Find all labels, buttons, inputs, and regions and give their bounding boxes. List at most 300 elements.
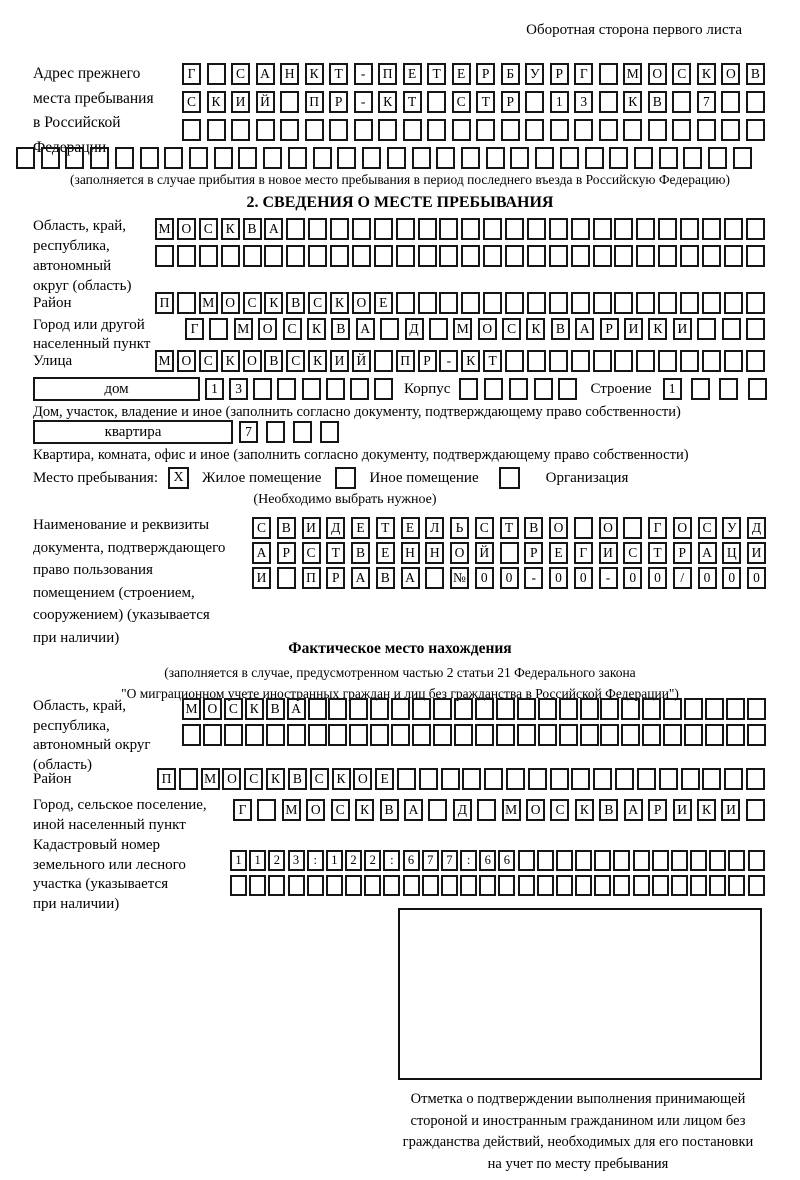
form-cell [609, 147, 628, 169]
form-cell [571, 768, 590, 790]
form-cell [439, 292, 458, 314]
form-cell [221, 245, 240, 267]
form-cell: А [351, 567, 370, 589]
form-cell: С [199, 218, 218, 240]
form-cell [691, 378, 710, 400]
form-cell [506, 768, 525, 790]
form-cell [243, 245, 262, 267]
form-cell: О [599, 517, 618, 539]
form-cell: Т [483, 350, 502, 372]
form-cell: И [231, 91, 250, 113]
form-cell: К [697, 799, 716, 821]
apartment-number-cells [239, 421, 339, 443]
form-cell [224, 724, 243, 746]
form-cell: М [155, 350, 174, 372]
form-cell: К [355, 799, 374, 821]
form-cell: К [378, 91, 397, 113]
form-cell [245, 724, 264, 746]
house-note: Дом, участок, владение и иное (заполнить согласно документу, подтверждающему право собственности) [33, 404, 681, 420]
form-cell: С [224, 698, 243, 720]
form-cell [556, 875, 573, 896]
form-cell [614, 292, 633, 314]
form-cell [680, 292, 699, 314]
actual-region-label [33, 697, 151, 775]
prev-address-note: (заполняется в случае прибытия в новое место пребывания в период последнего въезда в Российскую Федерацию) [69, 172, 731, 187]
form-cell: О [721, 63, 740, 85]
form-cell: Г [182, 63, 201, 85]
label-line: Город, сельское поселение, [33, 797, 207, 813]
form-cell: 0 [648, 567, 667, 589]
form-cell [636, 292, 655, 314]
form-cell [326, 378, 345, 400]
form-cell [599, 63, 618, 85]
form-cell [535, 147, 554, 169]
form-cell [637, 768, 656, 790]
form-cell [320, 421, 339, 443]
label-line: (заполняется в случае, предусмотренном частью 2 статьи 21 Федерального закона [164, 665, 636, 680]
form-cell: О [306, 799, 325, 821]
label-line: на учет по месту пребывания [487, 1155, 669, 1172]
form-cell: К [575, 799, 594, 821]
form-cell [697, 318, 716, 340]
house-row [33, 377, 767, 401]
form-cell [594, 850, 611, 871]
form-cell [462, 768, 481, 790]
form-cell: В [286, 292, 305, 314]
form-cell [286, 245, 305, 267]
form-cell [433, 724, 452, 746]
form-cell: Т [427, 63, 446, 85]
form-cell [396, 245, 415, 267]
street-label: Улица [33, 353, 73, 369]
form-cell [613, 850, 630, 871]
form-cell [527, 218, 546, 240]
form-cell [525, 119, 544, 141]
form-cell [115, 147, 134, 169]
actual-city-row [233, 799, 765, 821]
form-cell [613, 875, 630, 896]
form-cell: И [330, 350, 349, 372]
label-line: республика, [33, 238, 110, 254]
form-cell [268, 875, 285, 896]
form-cell: 7 [239, 421, 258, 443]
form-cell: А [287, 698, 306, 720]
form-cell: 1 [230, 850, 247, 871]
cadastral-row-2 [230, 875, 765, 896]
form-cell [177, 292, 196, 314]
label-line: иной населенный пункт [33, 816, 186, 833]
form-cell: Е [374, 292, 393, 314]
form-cell [748, 850, 765, 871]
form-cell: С [182, 91, 201, 113]
form-cell: С [331, 799, 350, 821]
form-cell: 6 [479, 850, 496, 871]
form-cell: С [310, 768, 329, 790]
form-cell [155, 245, 174, 267]
form-cell: К [648, 318, 667, 340]
form-cell: В [376, 567, 395, 589]
form-cell [328, 698, 347, 720]
form-cell: М [199, 292, 218, 314]
label-line: помещением (строением, [33, 584, 195, 601]
form-cell: В [266, 698, 285, 720]
form-cell: И [673, 799, 692, 821]
form-cell [418, 245, 437, 267]
prev-address-row-1 [182, 63, 765, 85]
form-cell [708, 147, 727, 169]
form-cell [418, 292, 437, 314]
form-cell [352, 218, 371, 240]
korpus-cells [459, 378, 577, 400]
form-cell [164, 147, 183, 169]
form-cell [308, 245, 327, 267]
form-cell [207, 63, 226, 85]
form-cell [614, 245, 633, 267]
form-cell [517, 724, 536, 746]
form-cell [748, 378, 767, 400]
form-cell: Н [401, 542, 420, 564]
form-cell [728, 850, 745, 871]
form-cell [549, 292, 568, 314]
label-line: Город или другой [33, 317, 145, 333]
form-cell [571, 292, 590, 314]
form-cell: Е [403, 63, 422, 85]
form-cell [719, 378, 738, 400]
form-cell: А [624, 799, 643, 821]
form-cell [728, 875, 745, 896]
checkbox-other-premises [335, 467, 356, 489]
form-cell [16, 147, 35, 169]
form-cell: 0 [722, 567, 741, 589]
form-cell: 1 [550, 91, 569, 113]
form-cell: И [747, 542, 766, 564]
form-cell [364, 875, 381, 896]
form-cell: 3 [574, 91, 593, 113]
form-cell [436, 147, 455, 169]
form-cell: 7 [697, 91, 716, 113]
form-cell: № [450, 567, 469, 589]
form-cell: О [352, 292, 371, 314]
form-cell [580, 698, 599, 720]
city-label [33, 316, 150, 354]
form-cell [264, 245, 283, 267]
form-cell [370, 698, 389, 720]
form-cell [477, 799, 496, 821]
form-cell [642, 724, 661, 746]
form-cell: П [157, 768, 176, 790]
form-cell [328, 724, 347, 746]
form-cell: К [266, 768, 285, 790]
form-cell [354, 119, 373, 141]
form-cell: О [478, 318, 497, 340]
form-cell [518, 850, 535, 871]
form-cell: А [401, 567, 420, 589]
form-cell [559, 698, 578, 720]
form-cell [257, 799, 276, 821]
form-cell [419, 768, 438, 790]
document-label [33, 514, 258, 649]
form-cell: С [199, 350, 218, 372]
form-cell [486, 147, 505, 169]
form-cell [636, 218, 655, 240]
form-cell [549, 350, 568, 372]
label-line: автономный округ [33, 737, 151, 753]
form-cell: Й [475, 542, 494, 564]
form-cell [658, 292, 677, 314]
form-cell [697, 119, 716, 141]
form-cell [90, 147, 109, 169]
form-cell [182, 119, 201, 141]
form-cell [517, 698, 536, 720]
form-cell: К [221, 350, 240, 372]
form-cell: М [155, 218, 174, 240]
form-cell: В [331, 318, 350, 340]
form-cell: А [356, 318, 375, 340]
form-cell [659, 768, 678, 790]
form-cell [496, 698, 515, 720]
form-cell [537, 875, 554, 896]
label-line: Федерации [33, 138, 107, 156]
form-cell [599, 119, 618, 141]
form-cell [600, 724, 619, 746]
form-cell: О [222, 768, 241, 790]
form-cell [652, 850, 669, 871]
checkbox-organization [499, 467, 520, 489]
form-cell: А [252, 542, 271, 564]
organization-label: Организация [545, 469, 629, 486]
form-cell [505, 292, 524, 314]
form-cell [721, 119, 740, 141]
form-cell: К [623, 91, 642, 113]
form-cell [403, 119, 422, 141]
form-cell: С [672, 63, 691, 85]
form-cell: С [308, 292, 327, 314]
form-cell [484, 378, 503, 400]
form-cell: М [502, 799, 521, 821]
form-cell [329, 119, 348, 141]
form-cell [593, 768, 612, 790]
label-line: округ (область) [33, 278, 132, 294]
form-cell [559, 724, 578, 746]
form-cell [571, 218, 590, 240]
label-line: Область, край, [33, 218, 127, 234]
form-cell [575, 850, 592, 871]
form-cell: Т [326, 542, 345, 564]
form-cell [746, 318, 765, 340]
form-cell [505, 245, 524, 267]
form-cell [724, 292, 743, 314]
form-cell: Е [549, 542, 568, 564]
form-cell [459, 378, 478, 400]
form-cell: С [244, 768, 263, 790]
form-cell [549, 218, 568, 240]
form-cell: С [698, 517, 717, 539]
form-cell: К [264, 292, 283, 314]
form-cell: Г [574, 63, 593, 85]
form-cell: О [648, 63, 667, 85]
form-cell [681, 768, 700, 790]
form-cell [288, 147, 307, 169]
form-cell: : [460, 850, 477, 871]
form-cell: У [525, 63, 544, 85]
form-cell [518, 875, 535, 896]
label-line: стороной и иностранным гражданином или лицом без [410, 1112, 746, 1129]
form-cell [501, 119, 520, 141]
form-cell [253, 378, 272, 400]
form-cell: 3 [288, 850, 305, 871]
form-cell [684, 698, 703, 720]
form-cell [538, 724, 557, 746]
form-cell: Л [425, 517, 444, 539]
korpus-label: Корпус [404, 380, 451, 397]
form-cell: М [234, 318, 253, 340]
form-cell: Д [405, 318, 424, 340]
prev-address-row-2 [182, 91, 765, 113]
form-cell [41, 147, 60, 169]
form-cell [575, 875, 592, 896]
form-cell: Ц [722, 542, 741, 564]
form-cell: Г [648, 517, 667, 539]
form-cell [574, 119, 593, 141]
form-cell [288, 875, 305, 896]
form-cell [461, 218, 480, 240]
form-cell: Д [747, 517, 766, 539]
form-cell: Е [376, 542, 395, 564]
form-cell: 2 [268, 850, 285, 871]
form-cell: В [524, 517, 543, 539]
form-cell: С [243, 292, 262, 314]
region-row-1 [155, 218, 765, 240]
form-cell: Р [648, 799, 667, 821]
apartment-box-label: квартира [33, 420, 233, 444]
form-cell: С [452, 91, 471, 113]
form-cell: А [404, 799, 423, 821]
form-cell [418, 218, 437, 240]
form-cell [441, 875, 458, 896]
form-cell: К [461, 350, 480, 372]
form-cell: А [264, 218, 283, 240]
form-cell: А [256, 63, 275, 85]
form-cell: К [305, 63, 324, 85]
form-cell [510, 147, 529, 169]
form-cell: - [599, 567, 618, 589]
form-cell [179, 768, 198, 790]
form-cell: В [288, 768, 307, 790]
form-cell [726, 724, 745, 746]
form-cell: Н [280, 63, 299, 85]
label-line: Адрес прежнего [33, 65, 141, 82]
registration-stamp-box [398, 908, 762, 1080]
form-cell [633, 850, 650, 871]
form-cell [525, 91, 544, 113]
form-cell [308, 724, 327, 746]
form-cell: Н [425, 542, 444, 564]
form-cell: И [599, 542, 618, 564]
form-cell [746, 799, 765, 821]
label-line: документа, подтверждающего [33, 539, 226, 556]
form-cell [722, 318, 741, 340]
form-cell [549, 245, 568, 267]
form-cell [391, 698, 410, 720]
form-cell [671, 850, 688, 871]
form-cell [702, 245, 721, 267]
form-cell: Р [550, 63, 569, 85]
house-number-cells [205, 378, 393, 400]
form-cell [378, 119, 397, 141]
form-cell: Е [351, 517, 370, 539]
actual-location-title: Фактическое место нахождения [288, 640, 512, 657]
form-cell [307, 875, 324, 896]
district-label: Район [33, 295, 72, 311]
form-cell: Б [501, 63, 520, 85]
form-cell [280, 91, 299, 113]
form-cell: Р [524, 542, 543, 564]
form-cell: Т [648, 542, 667, 564]
form-cell [599, 91, 618, 113]
form-cell: 0 [574, 567, 593, 589]
form-cell: П [305, 91, 324, 113]
form-cell [724, 768, 743, 790]
form-cell: К [221, 218, 240, 240]
label-line: сооружением) (указывается [33, 607, 210, 623]
form-cell [593, 292, 612, 314]
form-cell: С [252, 517, 271, 539]
form-cell [623, 517, 642, 539]
form-cell [585, 147, 604, 169]
form-cell [476, 119, 495, 141]
form-cell [207, 119, 226, 141]
form-cell [505, 218, 524, 240]
form-cell [594, 875, 611, 896]
form-cell [412, 698, 431, 720]
form-cell [461, 147, 480, 169]
form-cell [509, 378, 528, 400]
form-cell: С [302, 542, 321, 564]
form-cell: В [648, 91, 667, 113]
form-cell: К [307, 318, 326, 340]
form-cell: К [207, 91, 226, 113]
form-cell [203, 724, 222, 746]
form-cell [690, 850, 707, 871]
form-cell: В [277, 517, 296, 539]
form-cell: С [475, 517, 494, 539]
label-line: республика, [33, 717, 110, 734]
form-cell [505, 350, 524, 372]
form-cell: О [221, 292, 240, 314]
form-cell [593, 350, 612, 372]
form-cell [422, 875, 439, 896]
stroenie-label: Строение [590, 380, 652, 397]
apartment-row [33, 420, 339, 444]
form-cell [672, 119, 691, 141]
form-cell: Е [375, 768, 394, 790]
form-cell [593, 245, 612, 267]
form-cell [733, 147, 752, 169]
prev-address-row-3 [182, 119, 765, 141]
form-cell: И [673, 318, 692, 340]
form-cell: Р [418, 350, 437, 372]
form-cell: М [201, 768, 220, 790]
form-cell [746, 218, 765, 240]
label-line: автономный [33, 258, 112, 274]
form-cell [396, 292, 415, 314]
form-cell: М [182, 698, 201, 720]
form-cell [286, 218, 305, 240]
form-cell: Р [476, 63, 495, 85]
form-cell [500, 542, 519, 564]
form-cell [441, 768, 460, 790]
actual-district-row [157, 768, 765, 790]
